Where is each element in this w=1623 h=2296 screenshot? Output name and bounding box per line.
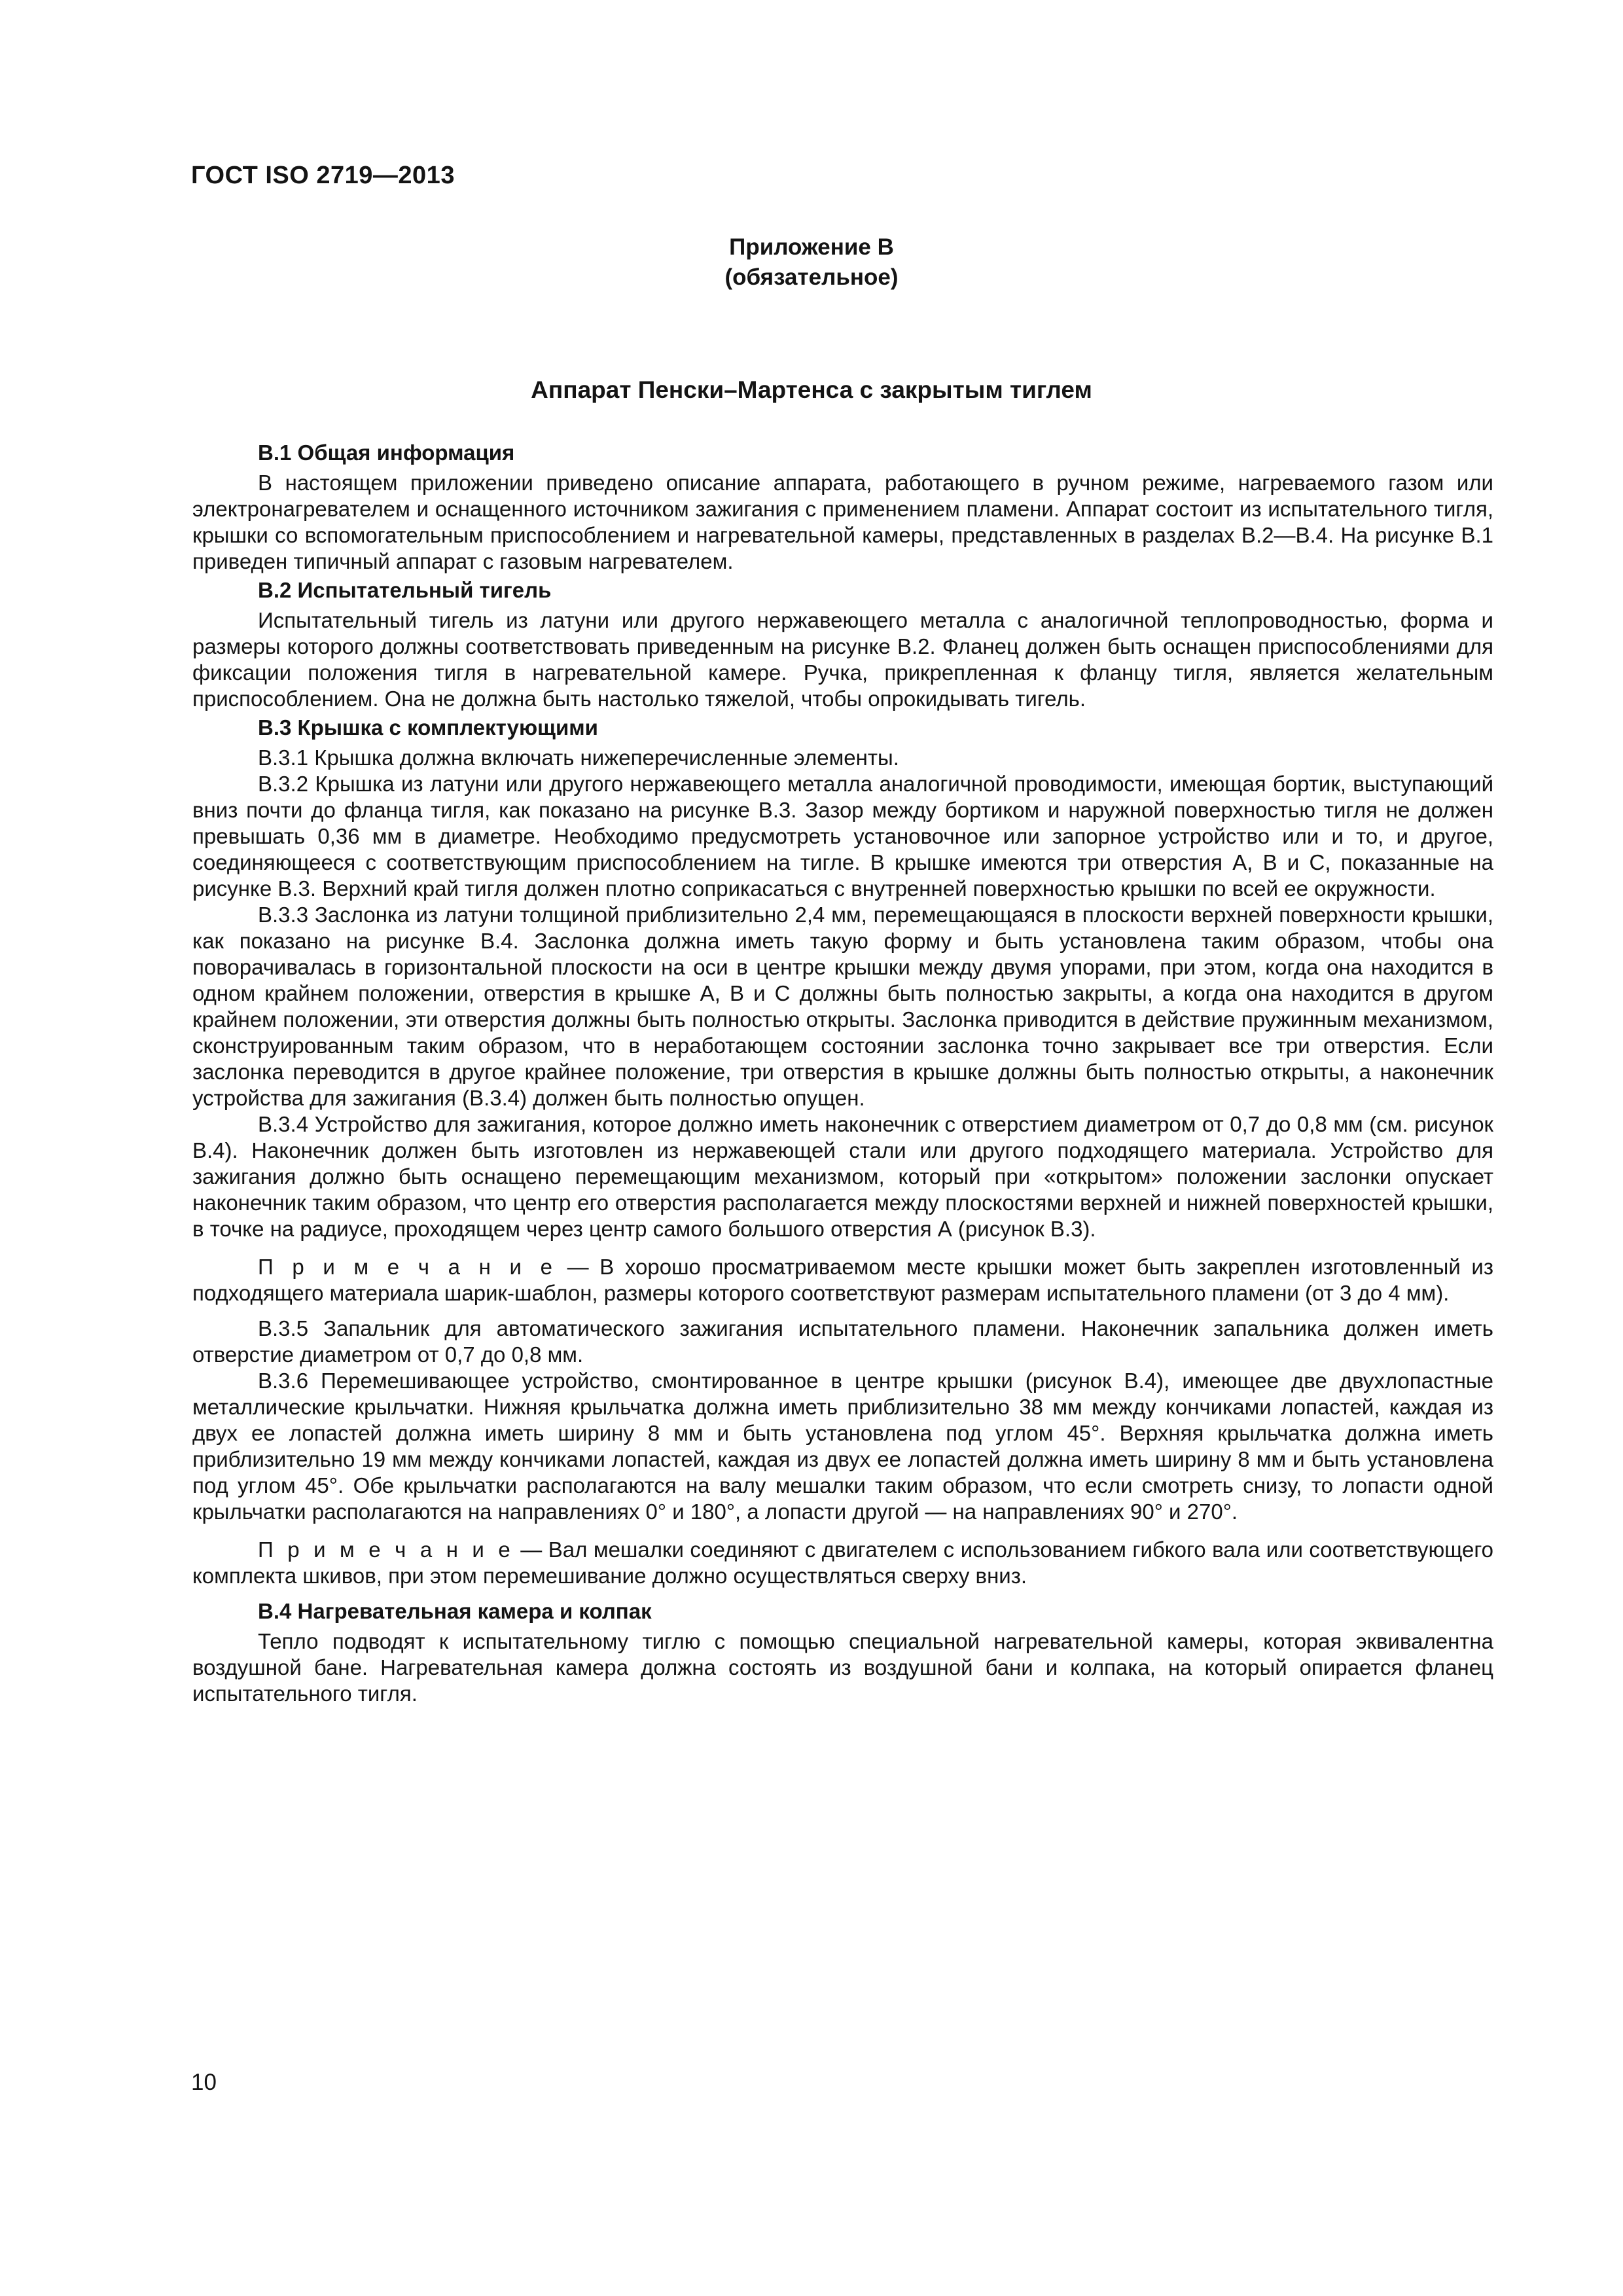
annex-label: Приложение В [729,234,894,260]
paragraph-b3-2: В.3.2 Крышка из латуни или другого нержавеющего металла аналогичной проводимости, имеющая бортик, выступающий вниз почти до фланца тигля, как показано на рисунке В.3. Зазор между бортиком и наружной поверхностью тигля не должен превышать 0,36 мм в диаметре. Необходимо предусмотреть установочное или запорное устройство или и то, и другое, соединяющееся с соответствующим приспособлением на тигле. В крышке имеются три отверстия А, В и С, показанные на рисунке В.3. Верхний край тигля должен плотно соприкасаться с внутренней поверхностью крышки по всей ее окружности. [192,772,1493,901]
paragraph-b1: В настоящем приложении приведено описание аппарата, работающего в ручном режиме, нагреваемого газом или электронагревателем и оснащенного источником зажигания с применением пламени. Аппарат состоит из испытательного тигля, крышки со вспомогательным приспособлением и нагревательной камеры, представленных в разделах В.2—В.4. На рисунке В.1 приведен типичный аппарат с газовым нагревателем. [192,471,1493,573]
note-2-label: П р и м е ч а н и е [258,1537,514,1562]
document-body [192,437,1493,1707]
paragraph-b3-3: В.3.3 Заслонка из латуни толщиной приблизительно 2,4 мм, перемещающаяся в плоскости верхней поверхности крышки, как показано на рисунке В.4. Заслонка должна иметь такую форму и быть установлена таким образом, чтобы она поворачивалась в горизонтальной плоскости на оси в центре крышки между двумя упорами, при этом, когда она находится в одном крайнем положении, отверстия в крышке А, В и С должны быть полностью закрыты, а когда она находится в другом крайнем положении, эти отверстия должны быть полностью открыты. Заслонка приводится в действие пружинным механизмом, сконструированным таким образом, что в неработающем состоянии заслонка точно закрывает все три отверстия. Если заслонка переводится в другое крайнее положение, три отверстия в крышке должны быть полностью открыты, а наконечник устройства для зажигания (В.3.4) должен быть полностью опущен. [192,903,1493,1110]
annex-heading [589,232,1034,293]
note-1-label: П р и м е ч а н и е [258,1255,556,1279]
note-1-text: — В хорошо просматриваемом месте крышки может быть закреплен изготовленный из подходящего материала шарик-шаблон, размеры которого соответствуют размерам испытательного пламени (от 3 до 4 мм). [192,1255,1493,1305]
annex-status: (обязательное) [724,264,899,290]
section-heading-b2: В.2 Испытательный тигель [258,578,552,602]
section-heading-b4: В.4 Нагревательная камера и колпак [258,1599,652,1623]
paragraph-b4: Тепло подводят к испытательному тиглю с помощью специальной нагревательной камеры, которая эквивалентна воздушной бане. Нагревательная камера должна состоять из воздушной бани и колпака, на который опирается фланец испытательного тигля. [192,1629,1493,1706]
standard-code: ГОСТ ISO 2719—2013 [191,162,455,189]
paragraph-b3-4: В.3.4 Устройство для зажигания, которое должно иметь наконечник с отверстием диаметром от 0,7 до 0,8 мм (см. рисунок В.4). Наконечник должен быть изготовлен из нержавеющей стали или другого подходящего материала. Устройство для зажигания должно быть оснащено перемещающим механизмом, который при «открытом» положении заслонки опускает наконечник таким образом, что центр его отверстия располагается между плоскостями верхней и нижней поверхностей крышки, в точке на радиусе, проходящем через центр самого большого отверстия А (рисунок В.3). [192,1112,1493,1241]
page-number: 10 [191,2070,217,2095]
paragraph-b2: Испытательный тигель из латуни или другого нержавеющего металла с аналогичной теплопроводностью, форма и размеры которого должны соответствовать приведенным на рисунке В.2. Фланец должен быть оснащен приспособлениями для фиксации положения тигля в нагревательной камере. Ручка, прикрепленная к фланцу тигля, является желательным приспособлением. Она не должна быть настолько тяжелой, чтобы опрокидывать тигель. [192,608,1493,711]
note-2-text: — Вал мешалки соединяют с двигателем с использованием гибкого вала или соответствующего комплекта шкивов, при этом перемешивание должно осуществляться сверху вниз. [192,1537,1493,1588]
note-2 [192,1537,1493,1589]
annex-title: Аппарат Пенски–Мартенса с закрытым тиглем [531,376,1092,403]
note-1 [192,1254,1493,1306]
section-heading-b3: В.3 Крышка с комплектующими [258,715,598,740]
paragraph-b3-6: В.3.6 Перемешивающее устройство, смонтированное в центре крышки (рисунок В.4), имеющее две двухлопастные металлические крыльчатки. Нижняя крыльчатка должна иметь приблизительно 38 мм между кончиками лопастей, каждая из двух ее лопастей должна иметь ширину 8 мм и быть установлена под углом 45°. Верхняя крыльчатка должна иметь приблизительно 19 мм между кончиками лопастей, каждая из двух ее лопастей должна иметь ширину 8 мм и быть установлена под углом 45°. Обе крыльчатки располагаются на валу мешалки таким образом, что если смотреть снизу, то лопасти одной крыльчатки располагаются на направлениях 0° и 180°, а лопасти другой — на направлениях 90° и 270°. [192,1369,1493,1524]
section-heading-b1: В.1 Общая информация [258,440,515,465]
paragraph-b3-5: В.3.5 Запальник для автоматического зажигания испытательного пламени. Наконечник запальника должен иметь отверстие диаметром от 0,7 до 0,8 мм. [192,1316,1493,1367]
paragraph-b3-1: В.3.1 Крышка должна включать нижеперечисленные элементы. [258,745,899,770]
